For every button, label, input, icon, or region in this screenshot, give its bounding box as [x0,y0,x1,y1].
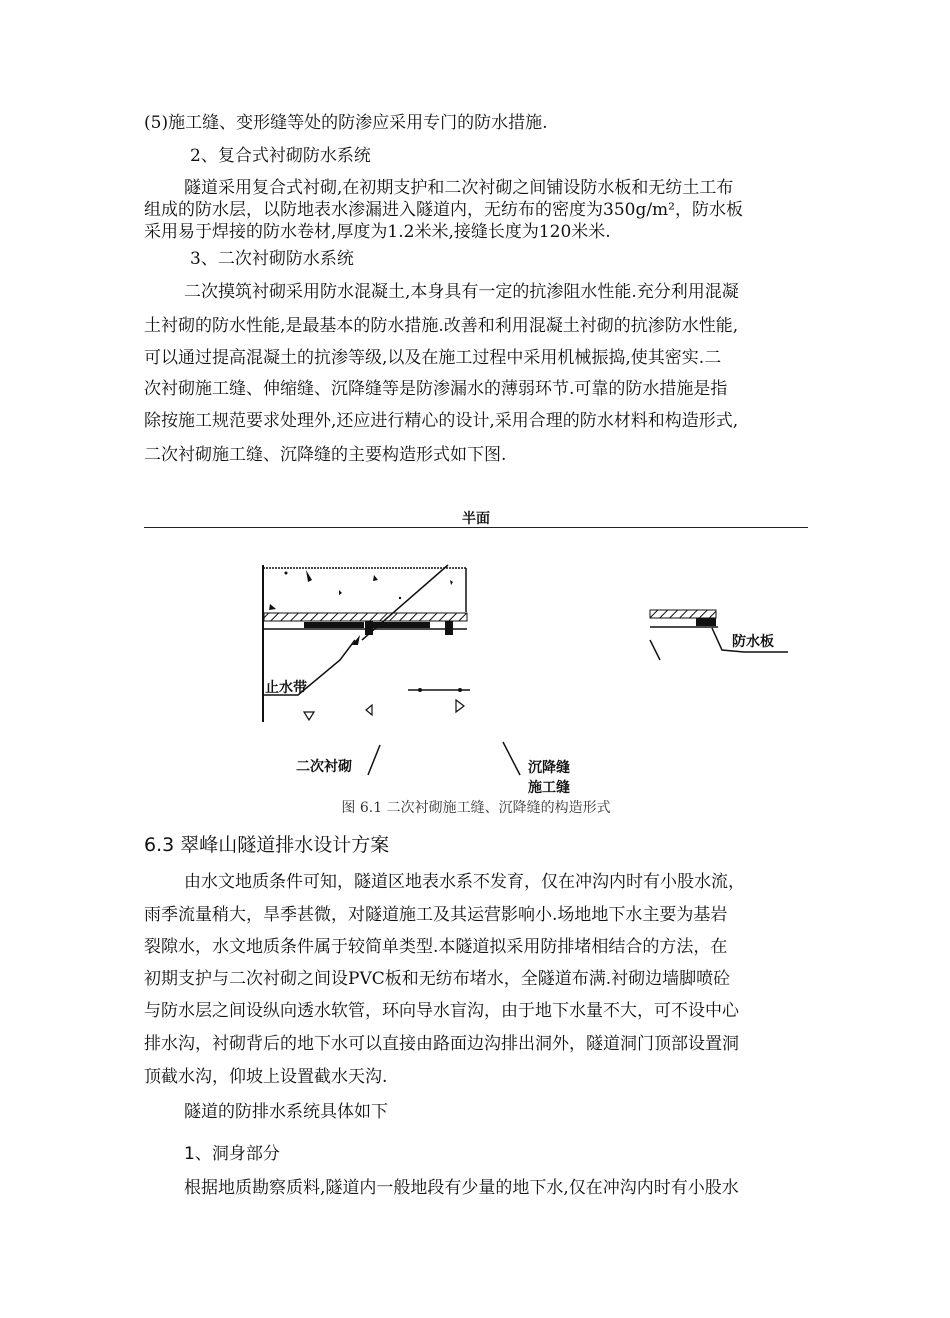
figure-title: 半面 [462,511,490,527]
joint-block [445,621,453,635]
paragraph-line: 顶截水沟，仰坡上设置截水天沟. [144,1067,388,1087]
paragraph-line: 除按施工规范要求处理外,还应进行精心的设计,采用合理的防水材料和构造形式, [144,411,739,431]
figure-caption: 图 6.1 二次衬砌施工缝、沉降缝的构造形式 [341,800,611,816]
rebar-dot [418,688,422,692]
paragraph-line: 次衬砌施工缝、伸缩缝、沉降缝等是防渗漏水的薄弱环节.可靠的防水措施是指 [144,379,728,399]
label-settlement-joint: 沉降缝 [528,760,570,776]
paragraph-line: 二次衬砌施工缝、沉降缝的主要构造形式如下图. [144,445,507,465]
aggregate-mark [285,572,288,575]
label-waterproof-board: 防水板 [732,634,774,650]
rebar-dot [458,688,462,692]
right-waterproof-board [696,618,716,626]
aggregate-mark [269,604,276,610]
aggregate-mark [373,575,378,581]
label-waterstop: 止水带 [265,680,307,696]
lining-leader [368,745,380,775]
paragraph-line: 根据地质勘察质料,隧道内一般地段有少量的地下水,仅在冲沟内时有小股水 [184,1178,739,1198]
right-hatch-layer [650,610,716,618]
paragraph-line: 排水沟，衬砌背后的地下水可以直接由路面边沟排出洞外，隧道洞门顶部设置洞 [144,1034,739,1054]
waterstop-band-left [304,622,364,628]
joint-block [365,621,373,635]
subheading-secondary-lining: 3、二次衬砌防水系统 [190,249,354,269]
subheading-tunnel-body: 1、洞身部分 [184,1144,280,1164]
paragraph-line: 裂隙水，水文地质条件属于较简单类型.本隧道拟采用防排堵相结合的方法，在 [144,937,728,957]
paragraph-line: 初期支护与二次衬砌之间设PVC板和无纺布堵水，全隧道布满.衬砌边墙脚喷砼 [144,969,731,989]
paragraph-line: 可以通过提高混凝土的抗渗等级,以及在施工过程中采用机械振捣,使其密实.二 [144,348,722,368]
paragraph-intro: 隧道的防排水系统具体如下 [184,1102,388,1122]
right-slope-line [650,640,660,660]
aggregate-mark [399,597,401,599]
aggregate-mark [306,570,312,582]
paragraph-line: 雨季流量稍大，旱季甚微，对隧道施工及其运营影响小.场地地下水主要为基岩 [144,905,728,925]
paragraph-line: 组成的防水层，以防地表水渗漏进入隧道内，无纺布的密度为350g/m²，防水板 [144,200,743,220]
paragraph-item-5: (5)施工缝、变形缝等处的防渗应采用专门的防水措施. [144,113,548,133]
settlement-leader [503,742,520,775]
paragraph-line: 采用易于焊接的防水卷材,厚度为1.2米米,接缝长度为120米米. [144,222,611,242]
leader-arrow [352,635,360,645]
label-construction-joint: 施工缝 [528,780,570,796]
label-secondary-lining: 二次衬砌 [296,759,352,775]
paragraph-line: 与防水层之间设纵向透水软管，环向导水盲沟，由于地下水量不大，可不设中心 [144,1001,739,1021]
triangle-marker [304,712,314,720]
paragraph-line: 隧道采用复合式衬砌,在初期支护和二次衬砌之间铺设防水板和无纺土工布 [184,178,734,198]
subheading-composite-lining: 2、复合式衬砌防水系统 [190,146,371,166]
aggregate-mark [339,590,342,595]
triangle-marker [366,705,372,715]
paragraph-line: 二次摸筑衬砌采用防水混凝土,本身具有一定的抗渗阻水性能.充分利用混凝 [184,282,739,302]
waterproof-layer-hatch [264,613,467,621]
section-heading: 6.3 翠峰山隧道排水设计方案 [144,834,390,856]
aggregate-mark [450,580,453,585]
triangle-marker [456,700,464,712]
paragraph-line: 土衬砌的防水性能,是最基本的防水措施.改善和利用混凝土衬砌的抗渗防水性能, [144,316,739,336]
paragraph-line: 由水文地质条件可知，隧道区地表水系不发育，仅在冲沟内时有小股水流， [184,872,745,892]
